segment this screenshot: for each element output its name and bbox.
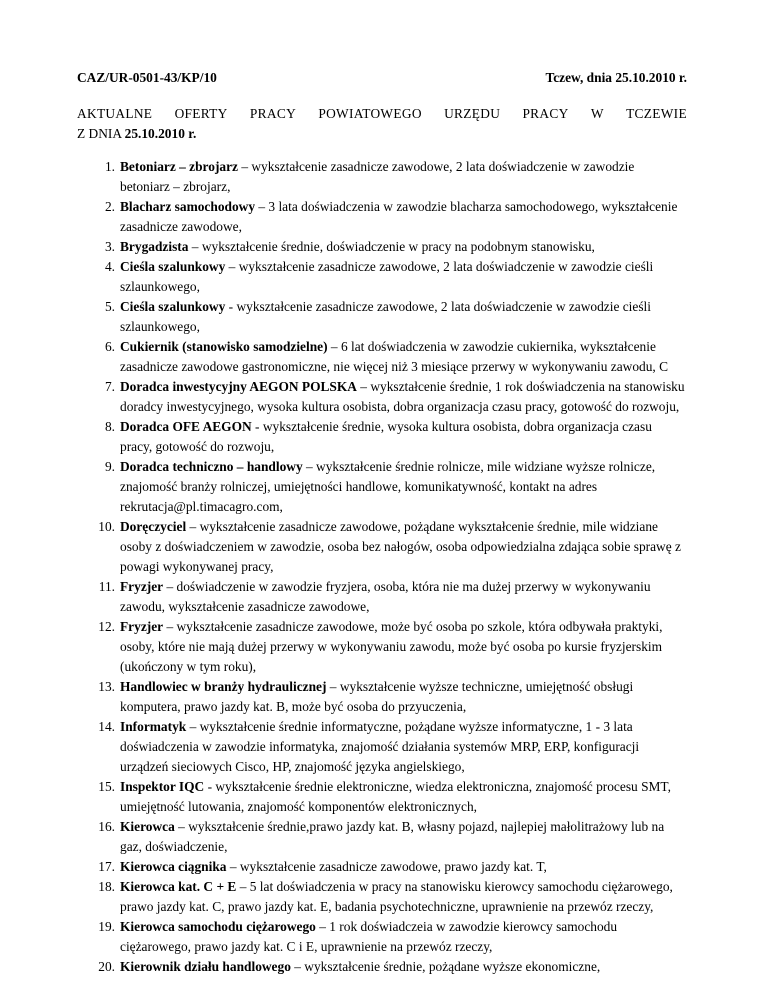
job-offer-number: 13. (98, 679, 115, 694)
title-word: W (590, 106, 604, 121)
document-header (77, 68, 687, 88)
job-position-title: Kierownik działu handlowego (120, 959, 291, 974)
job-offer-number: 4. (104, 259, 115, 274)
job-offer-number: 5. (104, 299, 115, 314)
job-requirements: - wykształcenie zasadnicze zawodowe, 2 lata doświadczenie w zawodzie cieśli szlaunkowego, (120, 299, 651, 334)
job-position-title: Kierowca ciągnika (120, 859, 227, 874)
job-offer-item (77, 957, 687, 977)
title-date-prefix: Z DNIA (77, 126, 122, 141)
job-position-title: Fryzjer (120, 619, 164, 634)
job-requirements: – wykształcenie zasadnicze zawodowe, może być osoba po szkole, która odbywała praktyki, osoby, które nie mają dużej przerwy w wykonywaniu zawodu, może być osoba po kursie fryzjerskim (ukończony w tym roku), (120, 619, 663, 674)
title-word: URZĘDU (444, 106, 501, 121)
job-requirements: – wykształcenie zasadnicze zawodowe, pożądane wykształcenie średnie, mile widziane osoby z doświadczeniem w zawodzie, osoba bez nałogów, osoba odpowiedzialna zdająca sobie sprawę z powagi wykonywanej pracy, (120, 519, 681, 574)
title-line-1 (77, 104, 687, 124)
job-requirements: – wykształcenie zasadnicze zawodowe, prawo jazdy kat. T, (226, 859, 547, 874)
job-offer-item (77, 677, 687, 717)
job-offer-number: 1. (104, 159, 115, 174)
job-offer-item (77, 457, 687, 517)
job-position-title: Doradca OFE AEGON (120, 419, 252, 434)
job-position-title: Doradca techniczno – handlowy (120, 459, 303, 474)
job-offer-item (77, 717, 687, 777)
job-requirements: – wykształcenie średnie rolnicze, mile widziane wyższe rolnicze, znajomość branży rolniczej, umiejętności handlowe, komunikatywność, kontakt na adres rekrutacja@pl.timacagro.com, (120, 459, 656, 514)
job-offer-number: 16. (98, 819, 115, 834)
job-offer-number: 2. (104, 199, 115, 214)
job-requirements: – 5 lat doświadczenia w pracy na stanowisku kierowcy samochodu ciężarowego, prawo jazdy kat. C, prawo jazdy kat. E, badania psychotechniczne, uprawnienie na przewóz rzeczy, (120, 879, 673, 914)
job-offer-item (77, 377, 687, 417)
job-offer-item (77, 197, 687, 237)
job-offer-item (77, 417, 687, 457)
job-offer-number: 18. (98, 879, 115, 894)
job-requirements: – wykształcenie średnie, pożądane wyższe ekonomiczne, (290, 959, 601, 974)
title-line-2 (77, 124, 687, 144)
job-position-title: Doradca inwestycyjny AEGON POLSKA (120, 379, 357, 394)
job-offer-number: 9. (104, 459, 115, 474)
title-word: PRACY (522, 106, 569, 121)
job-offer-item (77, 577, 687, 617)
job-offer-item (77, 777, 687, 817)
job-offer-item (77, 857, 687, 877)
title-word: TCZEWIE (626, 106, 687, 121)
job-offer-item (77, 877, 687, 917)
job-offer-item (77, 257, 687, 297)
job-offer-number: 20. (98, 959, 115, 974)
job-position-title: Brygadzista (120, 239, 189, 254)
job-requirements: – wykształcenie zasadnicze zawodowe, 2 lata doświadczenie w zawodzie betoniarz – zbrojarz, (120, 159, 635, 194)
job-position-title: Cukiernik (stanowisko samodzielne) (120, 339, 328, 354)
job-requirements: – wykształcenie wyższe techniczne, umiejętność obsługi komputera, prawo jazdy kat. B, może być osoba do przyuczenia, (120, 679, 634, 714)
job-offer-number: 6. (104, 339, 115, 354)
job-position-title: Kierowca samochodu ciężarowego (120, 919, 316, 934)
job-requirements: – doświadczenie w zawodzie fryzjera, osoba, która nie ma dużej przerwy w wykonywaniu zawodu, wykształcenie zasadnicze zawodowe, (120, 579, 651, 614)
job-offer-number: 11. (98, 579, 115, 594)
title-word: OFERTY (174, 106, 228, 121)
job-offers-list (77, 157, 687, 977)
job-requirements: – wykształcenie średnie informatyczne, pożądane wyższe informatyczne, 1 - 3 lata doświadczenia w zawodzie informatyka, znajomość działania systemów MRP, ERP, konfiguracji urządzeń sieciowych Cisco, HP, znajomość języka angielskiego, (120, 719, 640, 774)
job-offer-number: 12. (98, 619, 115, 634)
job-requirements: – 1 rok doświadczeia w zawodzie kierowcy samochodu ciężarowego, prawo jazdy kat. C i E, uprawnienie na przewóz rzeczy, (120, 919, 618, 954)
job-offer-number: 7. (104, 379, 115, 394)
job-offer-item (77, 917, 687, 957)
job-position-title: Kierowca kat. C + E (120, 879, 237, 894)
job-position-title: Doręczyciel (120, 519, 187, 534)
job-offer-number: 19. (98, 919, 115, 934)
reference-number: CAZ/UR-0501-43/KP/10 (77, 70, 217, 85)
job-requirements: – 3 lata doświadczenia w zawodzie blacharza samochodowego, wykształcenie zasadnicze zawodowe, (120, 199, 678, 234)
job-offer-number: 8. (104, 419, 115, 434)
job-offer-item (77, 297, 687, 337)
job-requirements: – 6 lat doświadczenia w zawodzie cukiernika, wykształcenie zasadnicze zawodowe gastronomiczne, nie więcej niż 3 miesiące przerwy w wykonywaniu zawodu, C (120, 339, 669, 374)
job-offer-item (77, 237, 687, 257)
job-offer-item (77, 817, 687, 857)
job-offer-item (77, 517, 687, 577)
job-offer-number: 14. (98, 719, 115, 734)
job-position-title: Betoniarz – zbrojarz (120, 159, 238, 174)
job-requirements: – wykształcenie zasadnicze zawodowe, 2 lata doświadczenie w zawodzie cieśli szlaunkowego, (120, 259, 654, 294)
title-word: AKTUALNE (77, 106, 153, 121)
job-position-title: Fryzjer (120, 579, 164, 594)
job-offer-item (77, 337, 687, 377)
title-word: PRACY (249, 106, 297, 121)
job-offer-item (77, 617, 687, 677)
job-offer-number: 15. (98, 779, 115, 794)
title-word: POWIATOWEGO (318, 106, 422, 121)
place-and-date: Tczew, dnia 25.10.2010 r. (545, 70, 687, 85)
job-position-title: Informatyk (120, 719, 187, 734)
job-offer-number: 10. (98, 519, 115, 534)
job-requirements: – wykształcenie średnie,prawo jazdy kat. B, własny pojazd, najlepiej małolitrażowy lub na gaz, doświadczenie, (120, 819, 665, 854)
job-requirements: – wykształcenie średnie, doświadczenie w pracy na podobnym stanowisku, (188, 239, 595, 254)
job-requirements: - wykształcenie średnie, wysoka kultura osobista, dobra organizacja czasu pracy, gotowość do rozwoju, (120, 419, 652, 454)
job-position-title: Inspektor IQC (120, 779, 205, 794)
document-page (77, 60, 687, 977)
job-requirements: - wykształcenie średnie elektroniczne, wiedza elektroniczna, znajomość procesu SMT, umiejętność lutowania, znajomość komponentów elektronicznych, (120, 779, 671, 814)
document-title (77, 104, 687, 144)
job-position-title: Blacharz samochodowy (120, 199, 256, 214)
job-position-title: Kierowca (120, 819, 175, 834)
job-position-title: Cieśla szalunkowy (120, 259, 226, 274)
job-position-title: Handlowiec w branży hydraulicznej (120, 679, 327, 694)
job-requirements: – wykształcenie średnie, 1 rok doświadczenia na stanowisku doradcy inwestycyjnego, wysoka kultura osobista, dobra organizacja czasu pracy, gotowość do rozwoju, (120, 379, 685, 414)
title-date: 25.10.2010 r. (124, 126, 197, 141)
job-offer-item (77, 157, 687, 197)
job-position-title: Cieśla szalunkowy (120, 299, 226, 314)
job-offer-number: 17. (98, 859, 115, 874)
job-offer-number: 3. (104, 239, 115, 254)
